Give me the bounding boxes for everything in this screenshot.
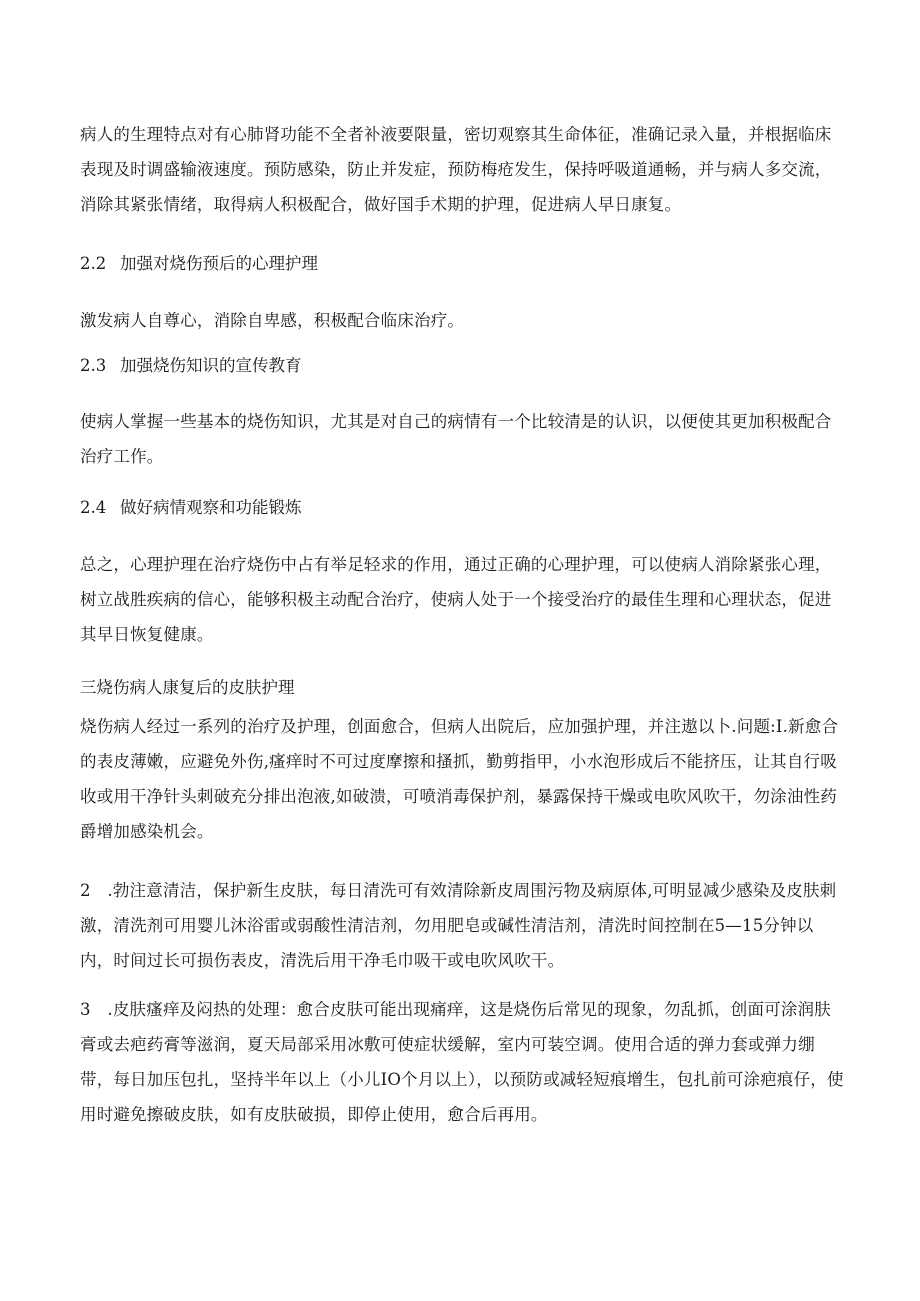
paragraph-burn-knowledge: 使病人掌握一些基本的烧伤知识，尤其是对自己的病情有一个比较清是的认识，以便使其更加积极配合治疗工作。 xyxy=(80,412,832,466)
heading-text: 加强烧伤知识的宣传教育 xyxy=(120,356,302,375)
heading-number: 2.3 xyxy=(80,356,107,375)
paragraph-skin-care-intro: 烧伤病人经过一系列的治疗及护理，创面愈合，但病人出院后，应加强护理，并注遨以卜.问题:I.新愈合的表皮薄嫩，应避免外伤,瘙痒时不可过度摩擦和搔抓，勤剪指甲，小水泡形成后不能挤压，让其自行吸收或用干净针头刺破充分排出泡液,如破溃，可喷消毒保护剂，暴露保持干燥或电吹风吹干，勿涂油性药爵增加感染机会。 xyxy=(80,717,839,841)
heading-2-3 xyxy=(80,354,302,378)
heading-section-3: 三烧伤病人康复后的皮肤护理 xyxy=(80,678,295,697)
heading-text: 加强对烧伤预后的心理护理 xyxy=(120,254,318,273)
heading-text: 做好病情观察和功能锻炼 xyxy=(120,498,302,517)
paragraph-cleaning: 2 .勃注意清洁，保护新生皮肤，每日清洗可有效清除新皮周围污物及病原体,可明显减少感染及皮肤刺激，清洗剂可用婴儿沐浴雷或弱酸性清洁剂，勿用肥皂或碱性清洁剂，清洗时间控制在5—15分钟以内，时间过长可损伤表皮，清洗后用干净毛巾吸干或电吹风吹干。 xyxy=(80,881,837,970)
paragraph-summary: 总之，心理护理在治疗烧伤中占有举足轻求的作用，通过正确的心理护理，可以使病人消除紧张心理，树立战胜疾病的信心，能够积极主动配合治疗，使病人处于一个接受治疗的最佳生理和心理状态，促进其早日恢复健康。 xyxy=(80,555,832,644)
heading-number: 2.2 xyxy=(80,254,107,273)
heading-2-2 xyxy=(80,252,318,276)
paragraph-self-esteem: 激发病人自尊心，消除自卑感，积极配合临床治疗。 xyxy=(80,311,465,330)
paragraph-nutrition-infection: 病人的生理特点对有心肺肾功能不全者补液要限量，密切观察其生命体征，准确记录入量，并根据临床表现及时调盛输液速度。预防感染，防止并发症，预防梅疮发生，保持呼吸道通畅，并与病人多交流，消除其紧张情绪，取得病人积极配合，做好国手术期的护理，促进病人早日康复。 xyxy=(80,125,832,214)
heading-number: 2.4 xyxy=(80,498,107,517)
heading-2-4 xyxy=(80,496,302,520)
paragraph-itch-heat: 3 .皮肤瘙痒及闷热的处理：愈合皮肤可能出现痛痒，这是烧伤后常见的现象，勿乱抓，创面可涂润肤膏或去疤药膏等滋润，夏天局部采用冰敷可使症状缓解，室内可装空调。使用合适的弹力套或弹力绷带，每日加压包扎，坚持半年以上（小儿IO个月以上），以预防或减轻短痕增生，包扎前可涂疤痕仔，使用时避免擦破皮肤，如有皮肤破损，即停止使用，愈合后再用。 xyxy=(80,1000,844,1124)
